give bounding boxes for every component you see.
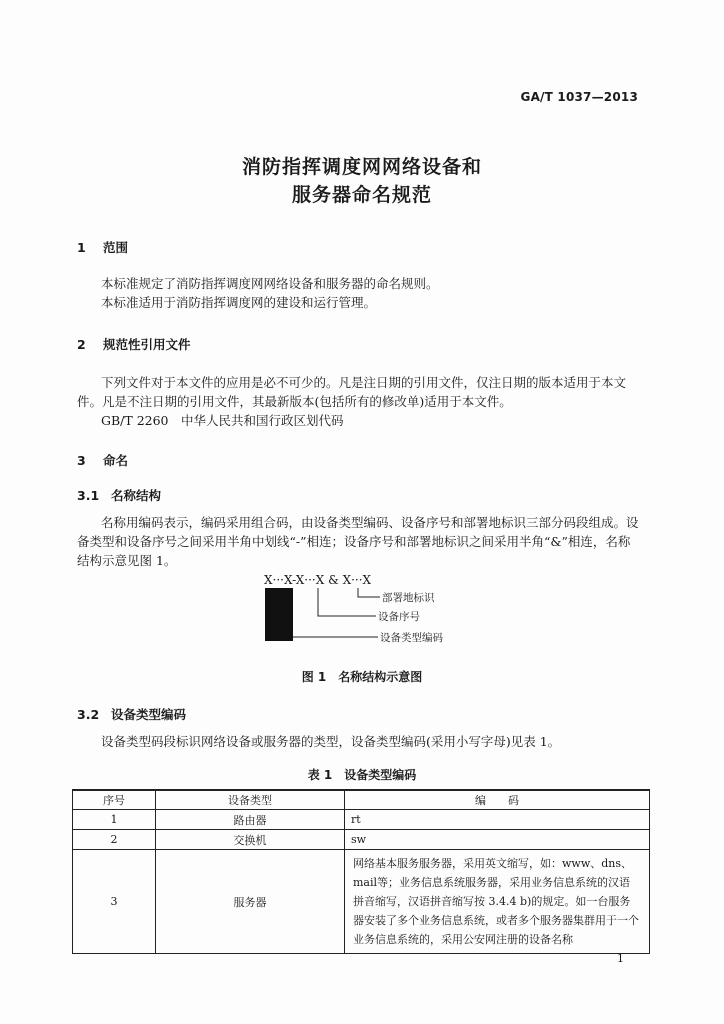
section-3-2-paragraph: 设备类型码段标识网络设备或服务器的类型，设备类型编码(采用小写字母)见表 1。: [101, 734, 561, 749]
section-3-1-paragraph-line-3: 结构示意见图 1。: [77, 553, 177, 568]
table-row: [73, 810, 650, 830]
location-leader-line: [358, 588, 380, 597]
section-number: 2: [77, 337, 86, 352]
table-header-row: [73, 790, 650, 810]
section-title: 设备类型编码: [111, 707, 187, 722]
section-3-heading: [77, 451, 128, 469]
cell-code: sw: [345, 830, 650, 850]
standard-code: GA/T 1037—2013: [520, 90, 638, 104]
section-number: 3.2: [77, 707, 100, 722]
section-3-1-paragraph-line-2: 备类型和设备序号之间采用半角中划线“-”相连；设备序号和部署地标识之间采用半角“&”相连，名称: [77, 534, 631, 549]
table-caption: 表 1 设备类型编码: [307, 768, 417, 782]
device-type-code-table: [72, 789, 650, 954]
section-1-paragraph-2: 本标准适用于消防指挥调度网的建设和运行管理。: [101, 295, 377, 310]
header-device-type: 设备类型: [156, 790, 345, 810]
section-2-paragraph-line-2: 件。凡是不注日期的引用文件，其最新版本(包括所有的修改单)适用于本文件。: [77, 394, 512, 409]
device-type-block: [265, 588, 293, 641]
page-number: 1: [617, 952, 624, 965]
cell-device-type: 路由器: [156, 810, 345, 830]
cell-serial-number: 1: [73, 810, 156, 830]
document-title-line-1: 消防指挥调度网网络设备和: [241, 156, 482, 178]
cell-serial-number: 3: [73, 850, 156, 954]
section-3-2-heading: [77, 705, 186, 723]
section-1-paragraph-1: 本标准规定了消防指挥调度网网络设备和服务器的命名规则。: [101, 276, 439, 291]
sequence-label: 设备序号: [378, 611, 420, 623]
table-row: [73, 830, 650, 850]
section-1-heading: [77, 238, 128, 256]
section-number: 1: [77, 240, 86, 255]
document-title-line-2: 服务器命名规范: [291, 184, 432, 206]
location-label: 部署地标识: [382, 592, 435, 604]
section-3-1-paragraph-line-1: 名称用编码表示，编码采用组合码，由设备类型编码、设备序号和部署地标识三部分码段组成。设: [101, 515, 639, 530]
figure-caption: 图 1 名称结构示意图: [301, 670, 423, 684]
cell-device-type: 交换机: [156, 830, 345, 850]
section-3-1-heading: [77, 486, 161, 504]
normative-reference: GB/T 2260 中华人民共和国行政区划代码: [101, 413, 344, 428]
cell-code: 网络基本服务服务器，采用英文缩写，如：www、dns、mail等；业务信息系统服务器，采用业务信息系统的汉语拼音缩写，汉语拼音缩写按 3.4.4 b)的规定。如一台服务器安装了多个业务信息系统，或者多个服务器集群用于一个业务信息系统的，采用公安网注册的设备名称: [345, 850, 650, 954]
header-code: 编 码: [345, 790, 650, 810]
section-2-heading: [77, 335, 191, 353]
cell-device-type: 服务器: [156, 850, 345, 954]
name-pattern: X···X-X···X & X···X: [264, 573, 372, 587]
section-number: 3.1: [77, 488, 100, 503]
cell-serial-number: 2: [73, 830, 156, 850]
section-number: 3: [77, 453, 86, 468]
section-title: 名称结构: [111, 488, 162, 503]
table-row: [73, 850, 650, 954]
type-code-label: 设备类型编码: [380, 632, 443, 644]
sequence-leader-line: [318, 588, 376, 616]
cell-code: rt: [345, 810, 650, 830]
header-serial-number: 序号: [73, 790, 156, 810]
section-title: 规范性引用文件: [103, 337, 191, 352]
section-2-paragraph-line-1: 下列文件对于本文件的应用是必不可少的。凡是注日期的引用文件，仅注日期的版本适用于本文: [101, 375, 627, 390]
section-title: 范围: [103, 240, 129, 255]
section-title: 命名: [103, 453, 129, 468]
